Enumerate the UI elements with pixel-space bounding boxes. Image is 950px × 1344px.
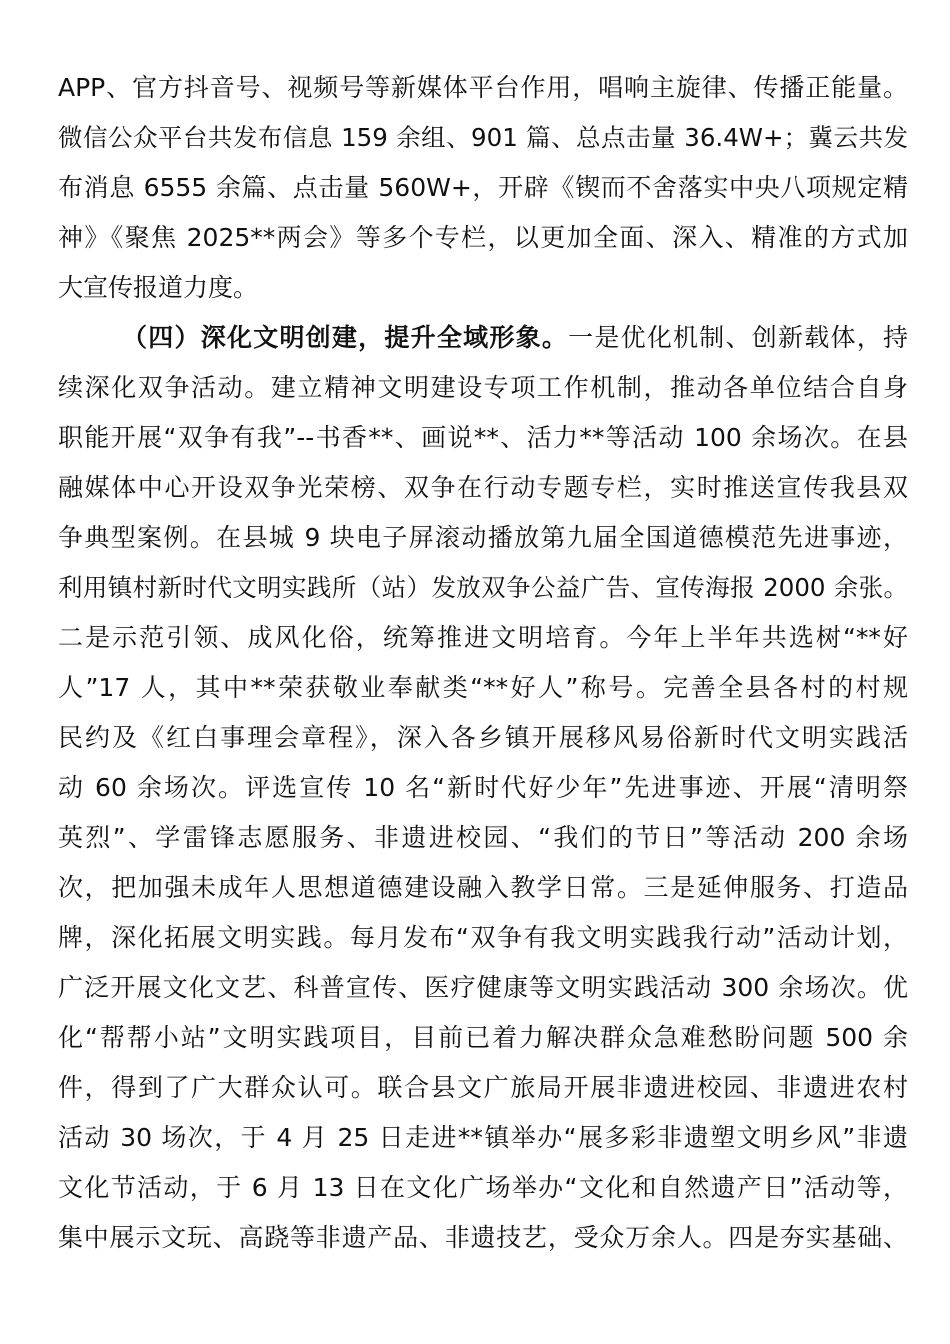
text-line: 融媒体中心开设双争光荣榜、双争在行动专题专栏，实时推送宣传我县双 [58, 473, 908, 502]
text-line: 民约及《红白事理会章程》，深入各乡镇开展移风易俗新时代文明实践活 [58, 723, 908, 752]
text-line: 动 60 余场次。评选宣传 10 名“新时代好少年”先进事迹、开展“清明祭 [58, 773, 908, 802]
text-line: 文化节活动，于 6 月 13 日在文化广场举办“文化和自然遗产日”活动等， [58, 1173, 908, 1202]
section-heading: （四）深化文明创建，提升全域形象。 [122, 323, 569, 352]
text-line: 续深化双争活动。建立精神文明建设专项工作机制，推动各单位结合自身 [58, 373, 908, 402]
text-line: 次，把加强未成年人思想道德建设融入教学日常。三是延伸服务、打造品 [58, 873, 908, 902]
text-line: 职能开展“双争有我”--书香**、画说**、活力**等活动 100 余场次。在县 [58, 423, 908, 452]
text-line: 化“帮帮小站”文明实践项目，目前已着力解决群众急难愁盼问题 500 余 [58, 1023, 908, 1052]
text-line: 集中展示文玩、高跷等非遗产品、非遗技艺，受众万余人。四是夯实基础、 [58, 1223, 908, 1252]
text-line: 微信公众平台共发布信息 159 余组、901 篇、总点击量 36.4W+；冀云共发 [58, 123, 908, 152]
text-line: 争典型案例。在县城 9 块电子屏滚动播放第九届全国道德模范先进事迹， [58, 523, 908, 552]
text-line: 布消息 6555 余篇、点击量 560W+，开辟《锲而不舍落实中央八项规定精 [58, 173, 908, 202]
heading-line-rest: 一是优化机制、创新载体，持 [568, 323, 908, 352]
text-line: 件，得到了广大群众认可。联合县文广旅局开展非遗进校园、非遗进农村 [58, 1073, 908, 1102]
text-line: 神》《聚焦 2025**两会》等多个专栏，以更加全面、深入、精准的方式加 [58, 223, 908, 252]
text-line: 牌，深化拓展文明实践。每月发布“双争有我文明实践我行动”活动计划， [58, 923, 908, 952]
text-line: 大宣传报道力度。 [58, 273, 259, 302]
section-heading-line [122, 318, 908, 358]
text-line: 利用镇村新时代文明实践所（站）发放双争公益广告、宣传海报 2000 余张。 [58, 573, 908, 602]
text-line: 英烈”、学雷锋志愿服务、非遗进校园、“我们的节日”等活动 200 余场 [58, 823, 908, 852]
text-line: 人”17 人，其中**荣获敬业奉献类“**好人”称号。完善全县各村的村规 [58, 673, 908, 702]
text-line: 二是示范引领、成风化俗，统筹推进文明培育。今年上半年共选树“**好 [58, 623, 908, 652]
text-line: 广泛开展文化文艺、科普宣传、医疗健康等文明实践活动 300 余场次。优 [58, 973, 908, 1002]
text-line: APP、官方抖音号、视频号等新媒体平台作用，唱响主旋律、传播正能量。 [58, 73, 908, 102]
text-line: 活动 30 场次，于 4 月 25 日走进**镇举办“展多彩非遗塑文明乡风”非遗 [58, 1123, 908, 1152]
